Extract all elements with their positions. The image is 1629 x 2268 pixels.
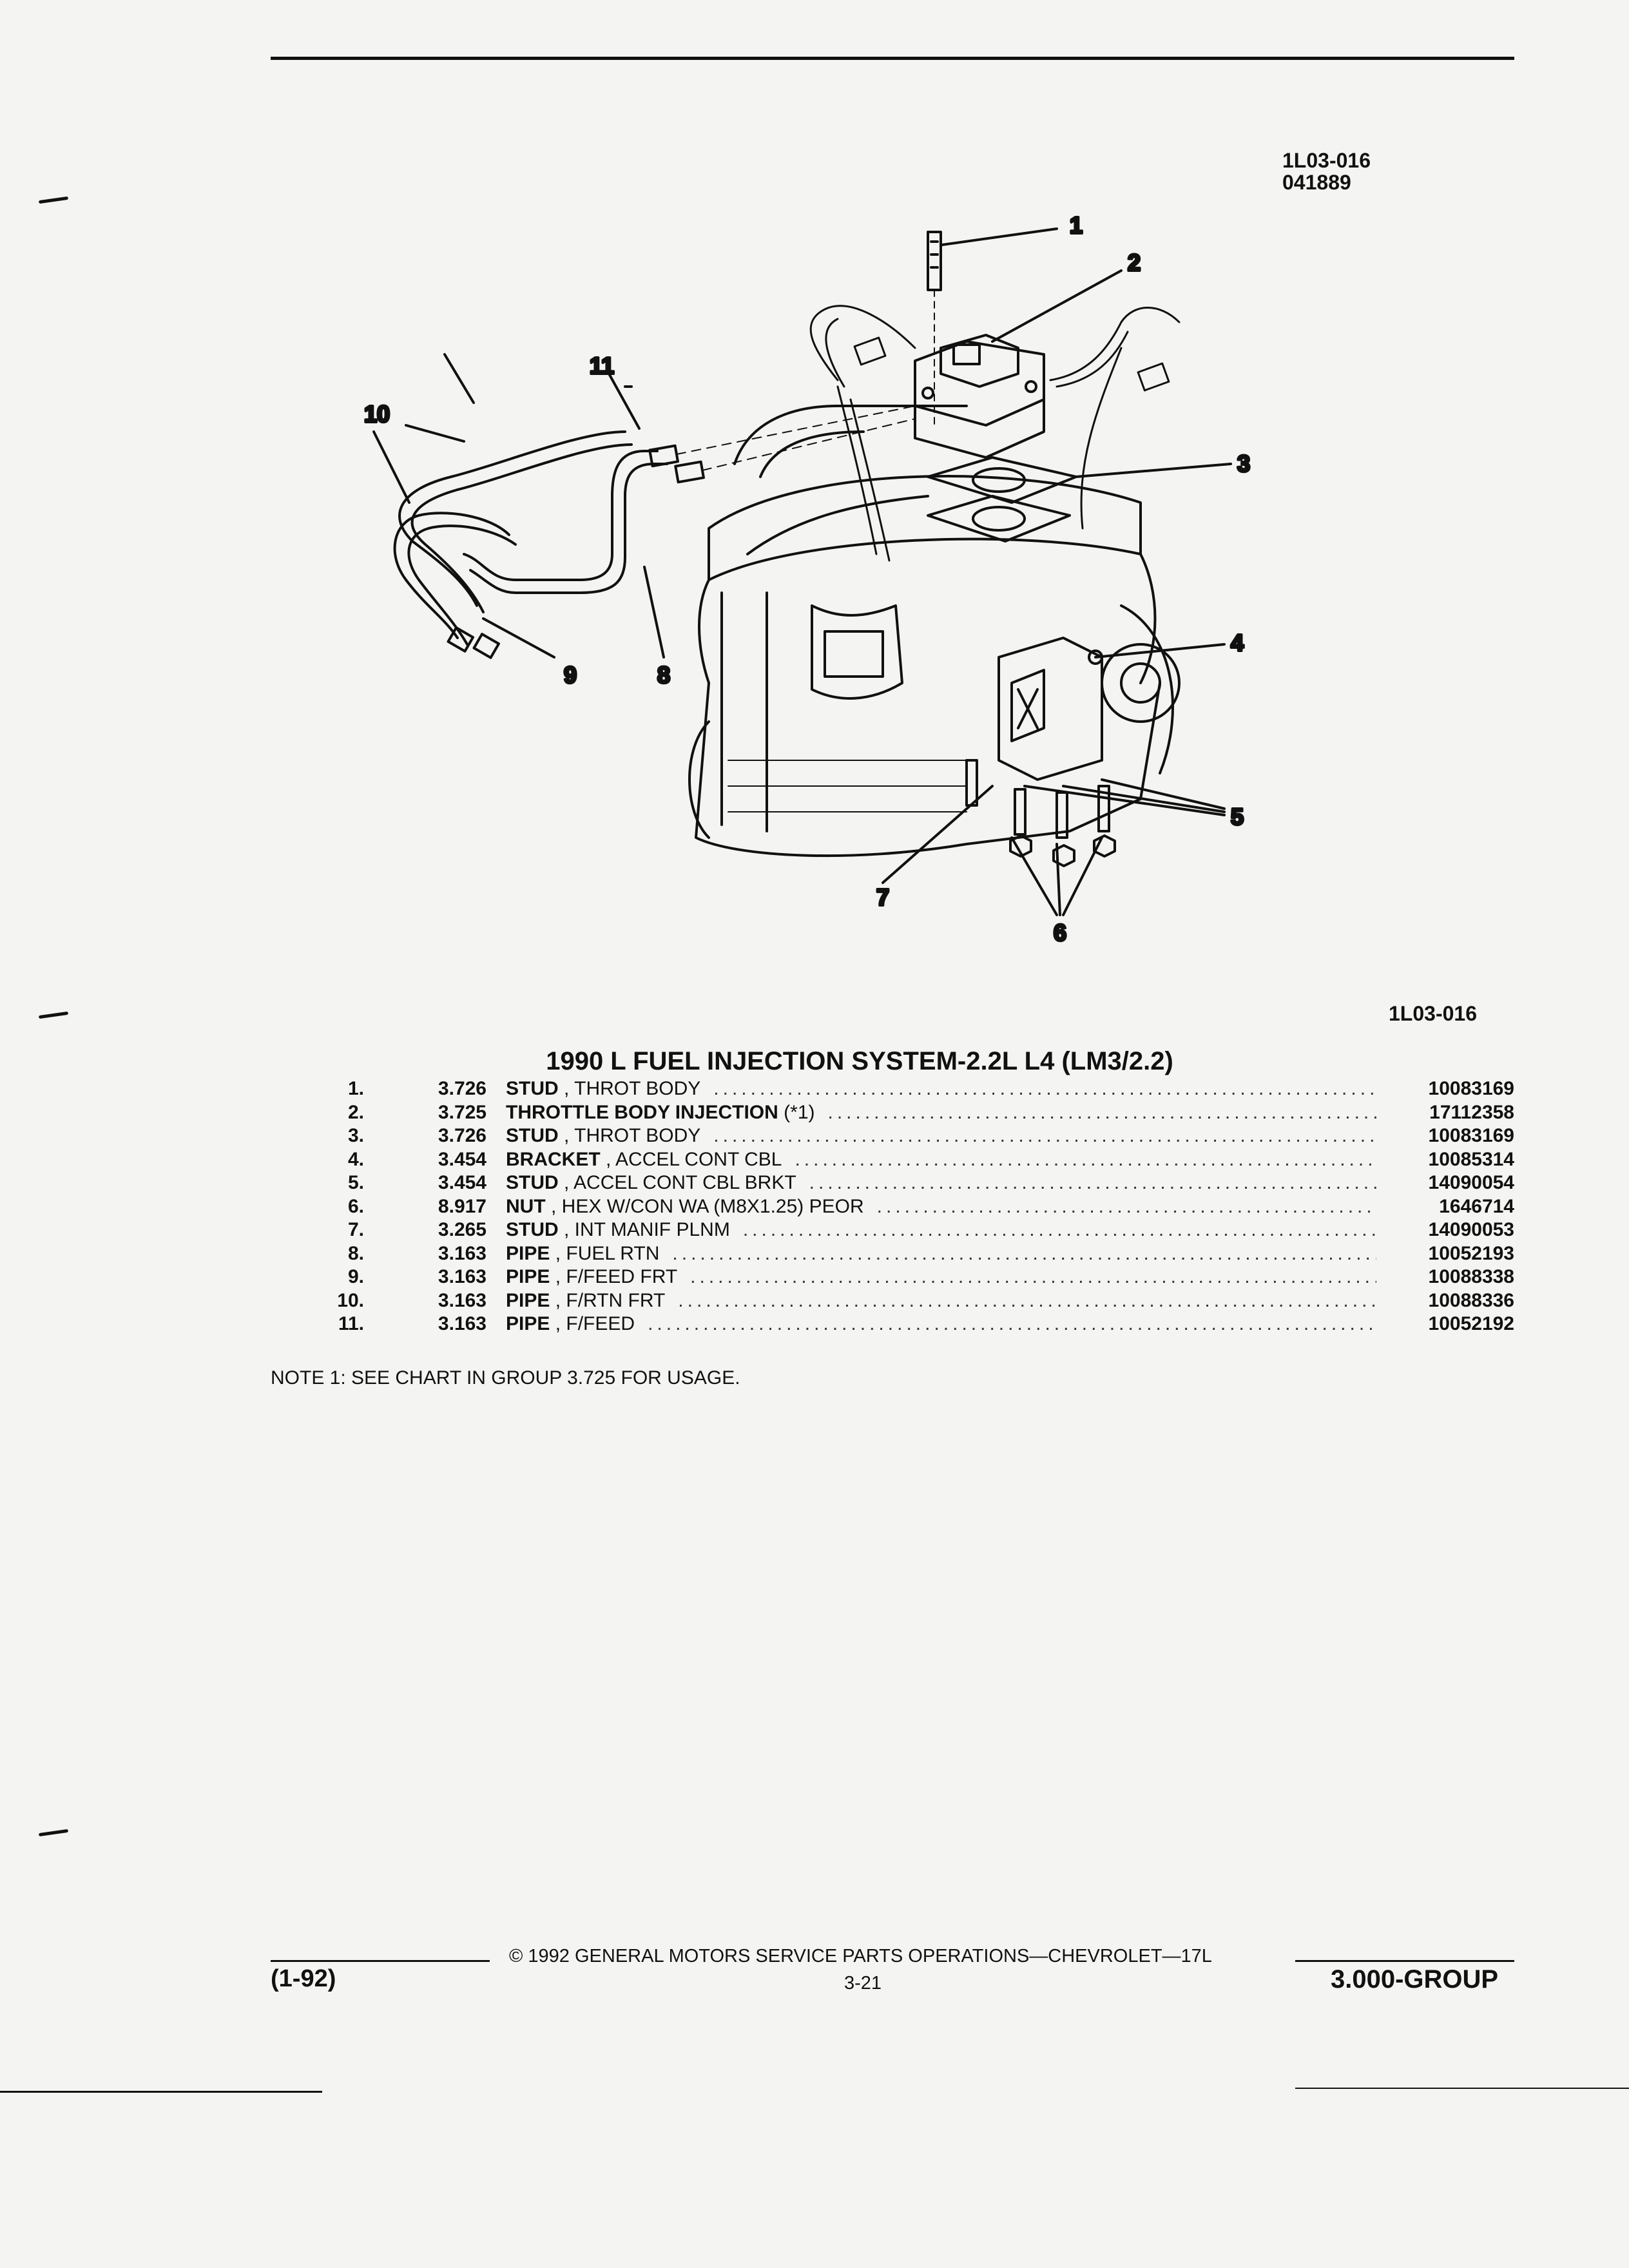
engine-block (689, 593, 1179, 856)
parts-row (284, 1195, 1514, 1219)
leader-dots (648, 1312, 1376, 1336)
engine-exploded-diagram (348, 193, 1315, 954)
part-description (506, 1242, 659, 1266)
leader-dots (678, 1289, 1376, 1313)
stud-throttle-body (928, 232, 941, 425)
item-number: 11. (338, 1313, 364, 1334)
parts-row (284, 1312, 1514, 1336)
leader-dots (877, 1195, 1376, 1219)
part-detail: , F/FEED (555, 1313, 635, 1334)
part-detail: , F/FEED FRT (555, 1266, 678, 1287)
part-number: 10052192 (1428, 1313, 1514, 1334)
item-number: 5. (347, 1172, 364, 1193)
illustration-code-below: 1L03-016 (1389, 1002, 1477, 1025)
callout-1: 1 (1070, 212, 1083, 238)
parts-row (284, 1101, 1514, 1125)
part-number: 10083169 (1428, 1125, 1514, 1146)
callout-5: 5 (1231, 803, 1244, 830)
item-number: 1. (347, 1078, 364, 1099)
leader-dots (809, 1171, 1376, 1195)
part-number: 10052193 (1428, 1242, 1514, 1264)
callout-10: 10 (364, 401, 390, 427)
group-number: 3.454 (438, 1172, 487, 1193)
parts-row (284, 1289, 1514, 1313)
part-description (506, 1265, 677, 1289)
part-description (506, 1218, 730, 1242)
part-name: THROTTLE BODY INJECTION (506, 1101, 778, 1123)
group-number: 3.163 (438, 1313, 487, 1334)
part-description (506, 1289, 665, 1313)
revision-date: (1-92) (271, 1965, 336, 1992)
group-label: 3.000-GROUP (1331, 1965, 1499, 1994)
footer-rule-right (1295, 1960, 1514, 1962)
top-rule (271, 57, 1514, 60)
callout-8: 8 (657, 662, 671, 688)
part-name: PIPE (506, 1313, 550, 1334)
scan-mark (39, 1012, 68, 1019)
item-number: 10. (337, 1289, 364, 1311)
callout-11: 11 (590, 352, 615, 379)
parts-row (284, 1218, 1514, 1242)
part-number: 10088338 (1428, 1266, 1514, 1287)
part-number: 10083169 (1428, 1078, 1514, 1099)
leader-dots (713, 1077, 1376, 1101)
part-name: STUD (506, 1125, 559, 1146)
parts-row (284, 1171, 1514, 1195)
part-detail: , FUEL RTN (555, 1242, 660, 1264)
part-name: STUD (506, 1172, 559, 1193)
footer-rule-left (271, 1960, 490, 1962)
part-detail: , INT MANIF PLNM (564, 1219, 730, 1240)
item-number: 6. (347, 1195, 364, 1217)
part-detail: , THROT BODY (564, 1125, 701, 1146)
part-detail: , HEX W/CON WA (M8X1.25) PEOR (551, 1195, 864, 1217)
accel-cable-bracket (999, 638, 1102, 780)
callout-7: 7 (876, 884, 890, 910)
scan-mark (39, 1829, 68, 1836)
parts-row (284, 1124, 1514, 1148)
item-number: 3. (347, 1125, 364, 1146)
item-number: 8. (347, 1242, 364, 1264)
item-number: 9. (347, 1266, 364, 1287)
group-number: 3.726 (438, 1078, 487, 1099)
part-detail: , ACCEL CONT CBL (606, 1148, 782, 1170)
bottom-rule-left (0, 2091, 322, 2093)
part-number: 14090054 (1428, 1172, 1514, 1193)
illustration-code (1282, 149, 1371, 193)
part-description (506, 1148, 782, 1172)
parts-list (284, 1077, 1514, 1336)
leader-dots (828, 1101, 1377, 1125)
group-number: 3.163 (438, 1242, 487, 1264)
callout-9: 9 (564, 662, 577, 688)
part-number: 17112358 (1429, 1101, 1514, 1123)
part-detail: , ACCEL CONT CBL BRKT (564, 1172, 796, 1193)
part-description (506, 1077, 700, 1101)
leader-dots (672, 1242, 1376, 1266)
parts-row (284, 1265, 1514, 1289)
leader-dots (795, 1148, 1376, 1172)
group-number: 3.726 (438, 1125, 487, 1146)
illustration-date: 041889 (1282, 171, 1351, 194)
group-number: 3.725 (438, 1101, 487, 1123)
throttle-body-gasket (928, 457, 1076, 541)
part-number: 10085314 (1428, 1148, 1514, 1170)
illustration-number: 1L03-016 (1282, 149, 1371, 172)
part-number: 14090053 (1428, 1219, 1514, 1240)
part-description (506, 1195, 864, 1219)
callout-3: 3 (1237, 450, 1251, 477)
leader-dots (690, 1265, 1376, 1289)
group-number: 3.163 (438, 1266, 487, 1287)
item-number: 7. (347, 1219, 364, 1240)
leader-dots (743, 1218, 1376, 1242)
part-detail: , F/RTN FRT (555, 1289, 666, 1311)
callout-2: 2 (1128, 249, 1141, 276)
part-name: PIPE (506, 1242, 550, 1264)
copyright-line: © 1992 GENERAL MOTORS SERVICE PARTS OPERATIONS—CHEVROLET—17L (509, 1946, 1212, 1966)
part-name: NUT (506, 1195, 546, 1217)
part-name: STUD (506, 1219, 559, 1240)
part-name: PIPE (506, 1289, 550, 1311)
part-detail: , THROT BODY (564, 1078, 701, 1099)
leader-dots (713, 1124, 1376, 1148)
parts-row (284, 1077, 1514, 1101)
part-description (506, 1312, 635, 1336)
callout-6: 6 (1054, 919, 1067, 946)
part-description (506, 1171, 796, 1195)
group-number: 8.917 (438, 1195, 487, 1217)
part-name: BRACKET (506, 1148, 601, 1170)
usage-note: NOTE 1: SEE CHART IN GROUP 3.725 FOR USAGE. (271, 1367, 740, 1389)
callout-4: 4 (1231, 629, 1244, 656)
part-number: 10088336 (1428, 1289, 1514, 1311)
page-number: 3-21 (844, 1973, 882, 1994)
part-description (506, 1124, 700, 1148)
part-number: 1646714 (1439, 1195, 1514, 1217)
part-name: STUD (506, 1078, 559, 1099)
parts-row (284, 1148, 1514, 1172)
parts-row (284, 1242, 1514, 1266)
bracket-studs (967, 760, 1115, 866)
group-number: 3.265 (438, 1219, 487, 1240)
part-description (506, 1101, 815, 1125)
bottom-rule-right (1295, 2088, 1629, 2089)
item-number: 4. (347, 1148, 364, 1170)
part-detail: (*1) (784, 1101, 815, 1123)
item-number: 2. (347, 1101, 364, 1123)
group-number: 3.454 (438, 1148, 487, 1170)
section-title: 1990 L FUEL INJECTION SYSTEM-2.2L L4 (LM3/2.2) (546, 1047, 1173, 1075)
wiring-harness (811, 306, 1179, 561)
scan-mark (39, 197, 68, 204)
part-name: PIPE (506, 1266, 550, 1287)
group-number: 3.163 (438, 1289, 487, 1311)
